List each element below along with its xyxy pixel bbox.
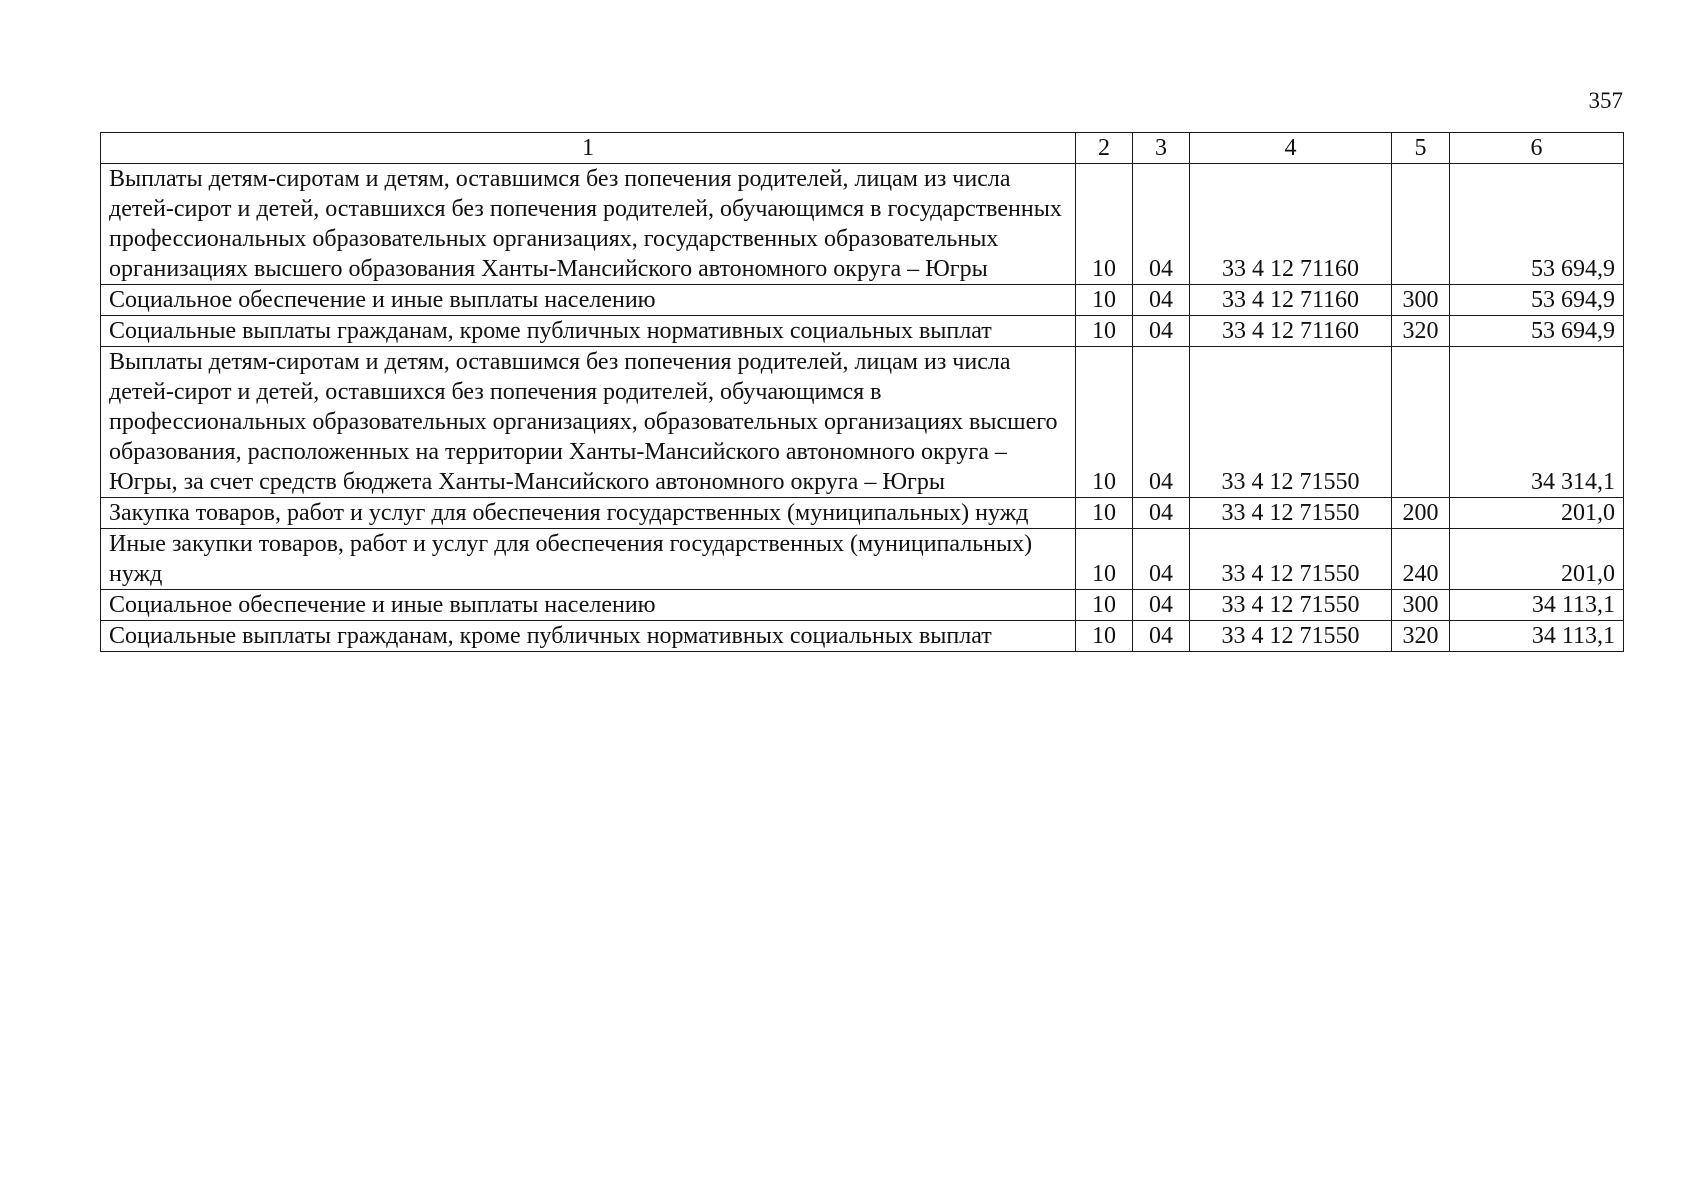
budget-table xyxy=(100,132,1624,652)
row-subsection: 04 xyxy=(1133,590,1190,621)
row-type: 200 xyxy=(1392,498,1450,529)
row-type: 320 xyxy=(1392,316,1450,347)
row-section: 10 xyxy=(1076,590,1133,621)
row-code: 33 4 12 71160 xyxy=(1190,285,1392,316)
row-name: Закупка товаров, работ и услуг для обеспечения государственных (муниципальных) нужд xyxy=(101,498,1076,529)
row-name: Иные закупки товаров, работ и услуг для обеспечения государственных (муниципальных) нужд xyxy=(101,529,1076,590)
row-code: 33 4 12 71160 xyxy=(1190,316,1392,347)
row-type xyxy=(1392,347,1450,498)
row-subsection: 04 xyxy=(1133,285,1190,316)
table-row xyxy=(101,590,1624,621)
row-name: Социальное обеспечение и иные выплаты населению xyxy=(101,590,1076,621)
row-type xyxy=(1392,164,1450,285)
row-section: 10 xyxy=(1076,529,1133,590)
table-row xyxy=(101,529,1624,590)
row-section: 10 xyxy=(1076,498,1133,529)
row-amount: 34 314,1 xyxy=(1450,347,1624,498)
row-subsection: 04 xyxy=(1133,164,1190,285)
row-amount: 53 694,9 xyxy=(1450,285,1624,316)
row-name: Социальные выплаты гражданам, кроме публичных нормативных социальных выплат xyxy=(101,621,1076,652)
row-amount: 201,0 xyxy=(1450,498,1624,529)
row-section: 10 xyxy=(1076,347,1133,498)
column-header-type: 5 xyxy=(1392,133,1450,164)
table-row xyxy=(101,621,1624,652)
row-name: Социальное обеспечение и иные выплаты населению xyxy=(101,285,1076,316)
row-subsection: 04 xyxy=(1133,498,1190,529)
row-code: 33 4 12 71550 xyxy=(1190,590,1392,621)
column-header-code: 4 xyxy=(1190,133,1392,164)
row-code: 33 4 12 71550 xyxy=(1190,498,1392,529)
row-section: 10 xyxy=(1076,285,1133,316)
row-code: 33 4 12 71160 xyxy=(1190,164,1392,285)
row-type: 240 xyxy=(1392,529,1450,590)
row-type: 300 xyxy=(1392,590,1450,621)
row-amount: 201,0 xyxy=(1450,529,1624,590)
row-section: 10 xyxy=(1076,316,1133,347)
row-amount: 34 113,1 xyxy=(1450,590,1624,621)
header-row xyxy=(101,133,1624,164)
row-code: 33 4 12 71550 xyxy=(1190,529,1392,590)
row-subsection: 04 xyxy=(1133,621,1190,652)
row-subsection: 04 xyxy=(1133,529,1190,590)
row-type: 320 xyxy=(1392,621,1450,652)
column-header-amount: 6 xyxy=(1450,133,1624,164)
table-row xyxy=(101,316,1624,347)
row-amount: 53 694,9 xyxy=(1450,164,1624,285)
column-header-section: 2 xyxy=(1076,133,1133,164)
column-header-name: 1 xyxy=(101,133,1076,164)
row-name: Выплаты детям-сиротам и детям, оставшимся без попечения родителей, лицам из числа детей-сирот и детей, оставшихся без попечения родителей, обучающимся в государственных профессиональных образовательных организациях, государственных образовательных организациях высшего образования Ханты-Мансийского автономного округа – Югры xyxy=(101,164,1076,285)
row-amount: 34 113,1 xyxy=(1450,621,1624,652)
row-section: 10 xyxy=(1076,164,1133,285)
row-section: 10 xyxy=(1076,621,1133,652)
table-row xyxy=(101,347,1624,498)
column-header-subsection: 3 xyxy=(1133,133,1190,164)
row-name: Выплаты детям-сиротам и детям, оставшимся без попечения родителей, лицам из числа детей-сирот и детей, оставшихся без попечения родителей, обучающимся в профессиональных образовательных организациях, образовательных организациях высшего образования, расположенных на территории Ханты-Мансийского автономного округа – Югры, за счет средств бюджета Ханты-Мансийского автономного округа – Югры xyxy=(101,347,1076,498)
row-code: 33 4 12 71550 xyxy=(1190,347,1392,498)
page-number: 357 xyxy=(1588,88,1623,113)
row-subsection: 04 xyxy=(1133,316,1190,347)
table-row xyxy=(101,285,1624,316)
row-code: 33 4 12 71550 xyxy=(1190,621,1392,652)
table-row xyxy=(101,164,1624,285)
row-type: 300 xyxy=(1392,285,1450,316)
row-name: Социальные выплаты гражданам, кроме публичных нормативных социальных выплат xyxy=(101,316,1076,347)
table-row xyxy=(101,498,1624,529)
row-amount: 53 694,9 xyxy=(1450,316,1624,347)
row-subsection: 04 xyxy=(1133,347,1190,498)
